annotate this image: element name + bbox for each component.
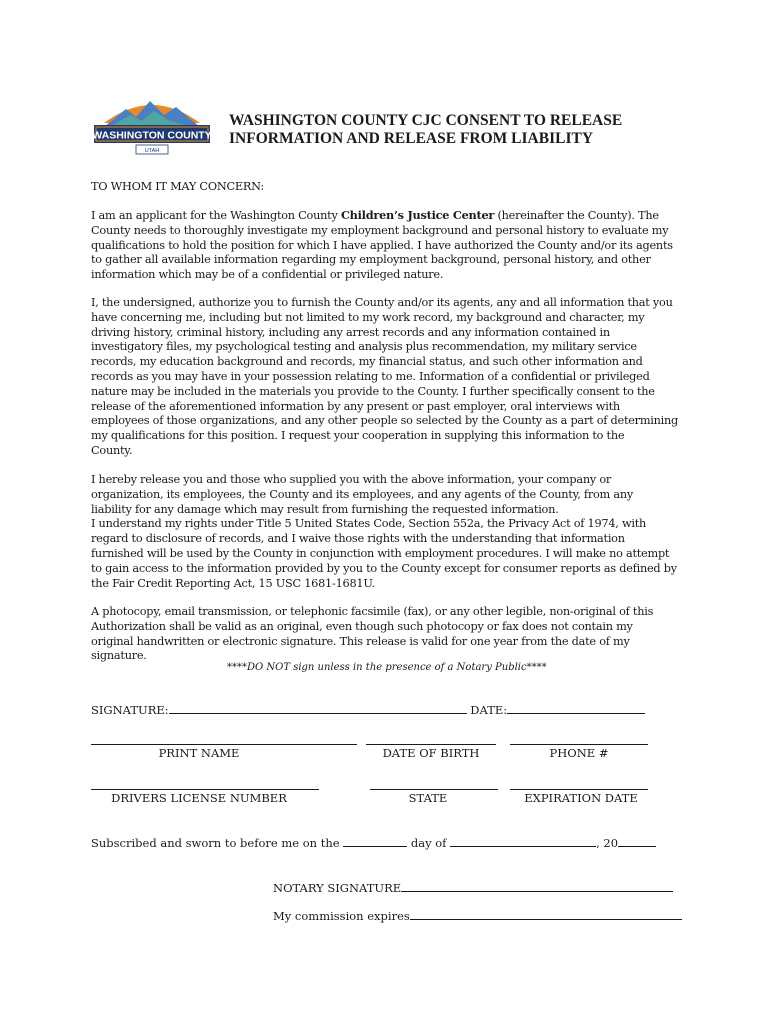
paragraph-line: qualifications to hold the position for which I have applied. I have authorized the County and/or its agents <box>91 238 673 252</box>
logo-subtext: UTAH <box>144 148 160 154</box>
subscribed-text: Subscribed and sworn to before me on the <box>91 836 340 850</box>
paragraph-line: furnished will be used by the County in conjunction with employment procedures. I will make no attempt <box>91 546 670 560</box>
signature-label: SIGNATURE: <box>91 703 169 717</box>
paragraph-line: organization, its employees, the County and its employees, and any agents of the County, from any <box>91 487 633 501</box>
paragraph-2 <box>91 296 691 459</box>
paragraph-line: release of the aforementioned information by any present or past employer, oral interviews with <box>91 399 620 413</box>
print-name-field[interactable] <box>91 744 357 745</box>
subscribed-row <box>91 835 656 850</box>
paragraph-1 <box>91 208 691 283</box>
paragraph-line: nature may be included in the materials you provide to the County. I further specifically consent to the <box>91 384 655 398</box>
paragraph-line: to gather all available information regarding my employment background, personal history, and other <box>91 253 651 267</box>
notary-signature-field[interactable] <box>401 880 673 892</box>
day-of-text: day of <box>410 836 447 850</box>
year-field[interactable] <box>618 835 656 847</box>
day-field[interactable] <box>343 835 407 847</box>
year-prefix: , 20 <box>596 836 619 850</box>
paragraph-line: I understand my rights under Title 5 United States Code, Section 552a, the Privacy Act of 1974, with <box>91 517 647 531</box>
month-field[interactable] <box>450 835 596 847</box>
paragraph-line: information which may be of a confidential or privileged nature. <box>91 268 444 282</box>
signature-row <box>91 702 645 717</box>
phone-label: PHONE # <box>549 746 609 760</box>
paragraph-line: I hereby release you and those who supplied you with the above information, your company or <box>91 473 612 486</box>
paragraph-line: the Fair Credit Reporting Act, 15 USC 1681-1681U. <box>91 576 375 590</box>
expiration-label: EXPIRATION DATE <box>524 791 638 805</box>
paragraph-line: signature. <box>91 649 147 663</box>
washington-county-logo <box>90 93 214 159</box>
paragraph-line: Authorization shall be valid as an original, even though such photocopy or fax does not contain my <box>91 619 633 633</box>
cjc-name: Children’s Justice Center <box>340 208 495 222</box>
paragraph-line: original handwritten or electronic signature. This release is valid for one year from the date of my <box>91 634 630 648</box>
commission-field[interactable] <box>410 908 682 920</box>
commission-label: My commission expires <box>273 909 410 923</box>
paragraph-3 <box>91 473 691 591</box>
drivers-license-label: DRIVERS LICENSE NUMBER <box>111 791 287 805</box>
date-of-birth-field[interactable] <box>366 744 496 745</box>
title-line-2: INFORMATION AND RELEASE FROM LIABILITY <box>229 130 594 147</box>
state-field[interactable] <box>370 789 498 790</box>
paragraph-line: liability for any damage which may result from furnishing the requested information. <box>91 502 559 516</box>
paragraph-line: records, my education background and records, my financial status, and such other information and <box>91 355 643 369</box>
print-name-label: PRINT NAME <box>158 746 240 760</box>
paragraph-line: employees of those organizations, and any other people so selected by the County as a part of determining <box>91 414 679 428</box>
state-label: STATE <box>408 791 448 805</box>
paragraph-4 <box>91 605 691 664</box>
paragraph-line: County. <box>91 443 133 457</box>
paragraph-line: County needs to thoroughly investigate my employment background and personal history to evaluate my <box>91 223 669 237</box>
paragraph-line: to gain access to the information provided by you to the County except for consumer reports as defined by <box>91 561 677 575</box>
notary-signature-label: NOTARY SIGNATURE <box>273 881 402 895</box>
paragraph-line: have concerning me, including but not limited to my work record, my background and character, my <box>91 310 645 324</box>
notary-warning: ****DO NOT sign unless in the presence of a Notary Public**** <box>227 662 547 673</box>
salutation: TO WHOM IT MAY CONCERN: <box>91 180 264 193</box>
date-field[interactable] <box>507 702 645 714</box>
paragraph-line: records as you may have in your possession relating to me. Information of a confidential or privileged <box>91 369 650 383</box>
paragraph-line: A photocopy, email transmission, or telephonic facsimile (fax), or any other legible, non-original of this <box>91 605 654 618</box>
date-of-birth-label: DATE OF BIRTH <box>382 746 480 760</box>
phone-field[interactable] <box>510 744 648 745</box>
signature-field[interactable] <box>169 702 467 714</box>
commission-row <box>273 908 682 923</box>
paragraph-line: regard to disclosure of records, and I waive those rights with the understanding that information <box>91 532 625 546</box>
document-title <box>229 112 689 148</box>
drivers-license-field[interactable] <box>91 789 319 790</box>
paragraph-line: investigatory files, my psychological testing and analysis plus recommendation, my military service <box>91 340 637 354</box>
notary-signature-row <box>273 880 673 895</box>
title-line-1: WASHINGTON COUNTY CJC CONSENT TO RELEASE <box>229 112 623 129</box>
paragraph-line: driving history, criminal history, including any arrest records and any information contained in <box>91 325 610 339</box>
expiration-field[interactable] <box>510 789 648 790</box>
paragraph-line: I, the undersigned, authorize you to furnish the County and/or its agents, any and all information that you <box>91 296 673 309</box>
paragraph-line: my qualifications for this position. I request your cooperation in supplying this information to the <box>91 429 625 443</box>
logo-text: WASHINGTON COUNTY <box>92 129 212 142</box>
paragraph-line: I am an applicant for the Washington County Children’s Justice Center (hereinafter the County). The <box>91 208 659 222</box>
date-label: DATE: <box>470 703 508 717</box>
